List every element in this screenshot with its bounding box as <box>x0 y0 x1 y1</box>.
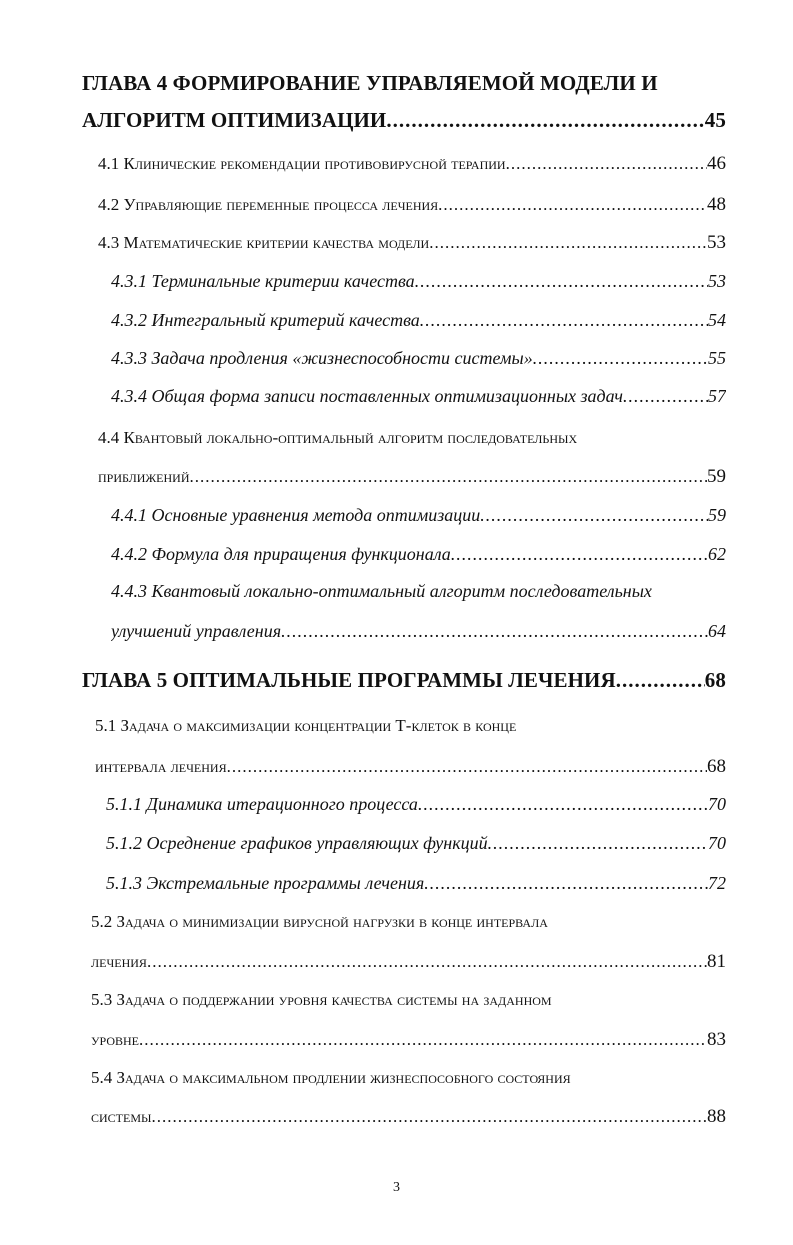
dot-leader <box>480 505 708 526</box>
toc-page-number: 70 <box>708 833 726 853</box>
toc-entry-5-3-line1[interactable]: 5.3 Задача о поддержании уровня качества системы на заданном <box>91 990 552 1009</box>
toc-page-number: 72 <box>708 873 726 893</box>
toc-entry-4-4-1[interactable] <box>111 505 726 526</box>
toc-entry-title: 4.4.2 Формула для приращения функционала <box>111 544 451 564</box>
dot-leader <box>438 195 707 215</box>
dot-leader <box>189 467 707 487</box>
dot-leader <box>420 310 708 331</box>
toc-page-number: 88 <box>707 1106 726 1127</box>
toc-page-number: 53 <box>708 271 726 291</box>
toc-entry-4-4-line1[interactable]: 4.4 Квантовый локально-оптимальный алгоритм последовательных <box>98 428 578 447</box>
toc-entry-title: интервала лечения <box>95 757 227 776</box>
toc-entry-title: 4.3.3 Задача продления «жизнеспособности системы» <box>111 348 533 368</box>
dot-leader <box>147 952 707 972</box>
dot-leader <box>139 1030 707 1050</box>
toc-entry-5-1[interactable] <box>95 756 726 778</box>
toc-entry-5-3[interactable] <box>91 1029 726 1051</box>
toc-entry-title: 4.4.1 Основные уравнения метода оптимизации <box>111 505 481 525</box>
page-number: 3 <box>393 1180 400 1195</box>
toc-entry-title: лечения <box>91 952 147 971</box>
toc-entry-4-3-1[interactable] <box>111 271 726 292</box>
toc-entry-4-3[interactable] <box>98 232 726 254</box>
toc-entry-4-3-4[interactable] <box>111 386 726 407</box>
toc-page-number: 64 <box>708 621 726 641</box>
toc-entry-5-2[interactable] <box>91 951 726 973</box>
toc-entry-5-1-line1[interactable]: 5.1 Задача о максимизации концентрации Т-клеток в конце <box>95 716 517 735</box>
toc-entry-title: 4.3.2 Интегральный критерий качества <box>111 310 420 330</box>
dot-leader <box>227 757 707 777</box>
dot-leader <box>616 668 705 693</box>
toc-page-number: 68 <box>707 756 726 777</box>
toc-chapter-5-entry[interactable] <box>82 668 726 693</box>
toc-entry-title: 5.1.2 Осреднение графиков управляющих функций <box>106 833 488 853</box>
toc-entry-title: 4.3 Математические критерии качества модели <box>98 233 430 252</box>
toc-page-number: 81 <box>707 951 726 972</box>
toc-entry-4-1[interactable] <box>98 153 726 175</box>
toc-chapter-4-title-line2: АЛГОРИТМ ОПТИМИЗАЦИИ <box>82 108 387 132</box>
toc-entry-4-2[interactable] <box>98 194 726 216</box>
dot-leader <box>533 348 708 369</box>
toc-page-number: 70 <box>708 794 726 814</box>
toc-entry-5-4-line1[interactable]: 5.4 Задача о максимальном продлении жизнеспособного состояния <box>91 1068 571 1087</box>
toc-entry-4-4-3-line1[interactable]: 4.4.3 Квантовый локально-оптимальный алгоритм последовательных <box>111 581 652 601</box>
dot-leader <box>429 233 707 253</box>
toc-entry-5-1-2[interactable] <box>106 833 726 854</box>
toc-entry-4-4-2[interactable] <box>111 544 726 565</box>
dot-leader <box>281 621 708 642</box>
toc-entry-title: приближений <box>98 467 190 486</box>
toc-entry-4-4-3[interactable] <box>111 621 726 642</box>
toc-page-number: 68 <box>704 668 726 692</box>
dot-leader <box>151 1107 707 1127</box>
dot-leader <box>506 154 707 174</box>
toc-entry-title: уровне <box>91 1030 139 1049</box>
toc-chapter-4-title-line1[interactable]: ГЛАВА 4 ФОРМИРОВАНИЕ УПРАВЛЯЕМОЙ МОДЕЛИ И <box>82 71 658 95</box>
toc-page-number: 57 <box>708 386 726 406</box>
toc-entry-title: 4.3.1 Терминальные критерии качества <box>111 271 415 291</box>
toc-entry-5-1-1[interactable] <box>106 794 726 815</box>
dot-leader <box>424 873 708 894</box>
toc-entry-title: системы <box>91 1107 152 1126</box>
toc-entry-title: 4.3.4 Общая форма записи поставленных оптимизационных задач <box>111 386 623 406</box>
toc-entry-5-1-3[interactable] <box>106 873 726 894</box>
dot-leader <box>386 108 704 133</box>
toc-entry-5-4[interactable] <box>91 1106 726 1128</box>
toc-page-number: 59 <box>708 505 726 525</box>
dot-leader <box>488 833 708 854</box>
toc-entry-4-4[interactable] <box>98 466 726 488</box>
toc-entry-title: 4.2 Управляющие переменные процесса лечения <box>98 195 439 214</box>
toc-page-number: 46 <box>707 153 726 174</box>
toc-chapter-5-title: ГЛАВА 5 ОПТИМАЛЬНЫЕ ПРОГРАММЫ ЛЕЧЕНИЯ <box>82 668 616 692</box>
toc-page-number: 62 <box>708 544 726 564</box>
toc-entry-4-3-3[interactable] <box>111 348 726 369</box>
toc-page-number: 59 <box>707 466 726 487</box>
toc-entry-5-2-line1[interactable]: 5.2 Задача о минимизации вирусной нагрузки в конце интервала <box>91 912 548 931</box>
toc-entry-title: 5.1.1 Динамика итерационного процесса <box>106 794 418 814</box>
toc-page-number: 83 <box>707 1029 726 1050</box>
toc-page-number: 45 <box>704 108 726 132</box>
toc-entry-4-3-2[interactable] <box>111 310 726 331</box>
toc-page-number: 48 <box>707 194 726 215</box>
toc-page-number: 53 <box>707 232 726 253</box>
dot-leader <box>415 271 708 292</box>
toc-page-number: 55 <box>708 348 726 368</box>
toc-entry-title: 5.1.3 Экстремальные программы лечения <box>106 873 425 893</box>
toc-page-number: 54 <box>708 310 726 330</box>
toc-chapter-4-entry[interactable] <box>82 108 726 133</box>
dot-leader <box>451 544 708 565</box>
toc-entry-title: улучшений управления <box>111 621 282 641</box>
toc-entry-title: 4.1 Клинические рекомендации противовирусной терапии <box>98 154 506 173</box>
dot-leader <box>418 794 708 815</box>
dot-leader <box>623 386 708 407</box>
